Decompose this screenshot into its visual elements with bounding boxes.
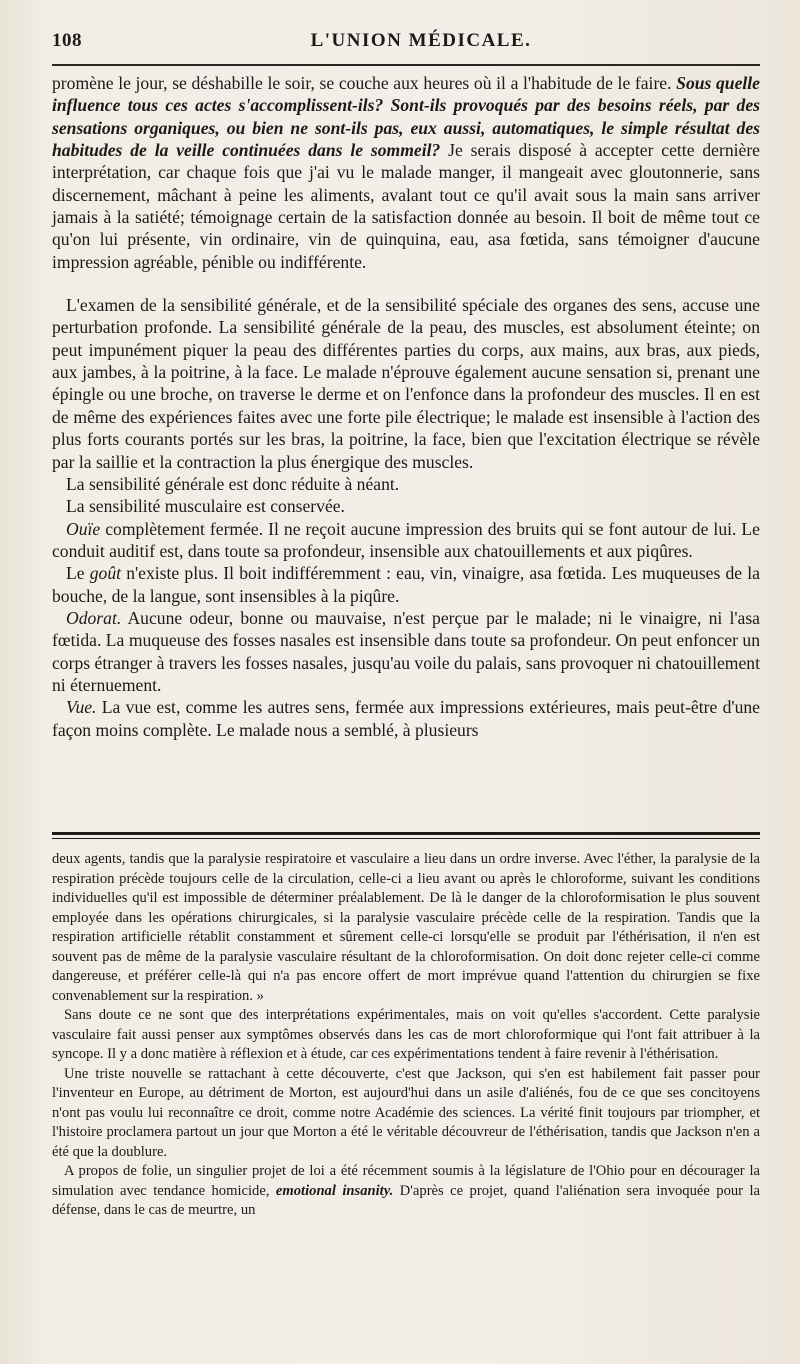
note-paragraph-jackson: Une triste nouvelle se rattachant à cette découverte, c'est que Jackson, qui s'en est habilement fait passer pour l'inventeur en Europe, au détriment de Morton, est aujourd'hui dans un asile d'aliénés, fou de ce que ses concitoyens n'ont pas voulu lui reconnaître ce droit, comme notre Académie des sciences. La vérité finit toujours par triompher, et l'histoire proclamera partout un jour que Morton a été le véritable découvreur de l'éthérisation, tandis que Jackson n'en a été que la doublure. (52, 1065, 760, 1160)
italic-question: Sous quelle influence tous ces actes s'accomplissent-ils? Sont-ils provoqués par des besoins réels, par des sensations organiques, ou bien ne sont-ils pas, eux aussi, automatiques, le simple résultat des habitudes de la veille continuées dans le sommeil? (52, 73, 760, 161)
note-paragraph-anesthesia: deux agents, tandis que la paralysie respiratoire et vasculaire a lieu dans un ordre inverse. Avec l'éther, la paralysie de la respiration précède toujours celle de la circulation, celle-ci a lieu avant ou après le chloroforme, suivant les conditions individuelles qu'il est impossible de déterminer préalablement. De là le danger de la chloroformisation le plus souvent employée dans les opérations chirurgicales, si la paralysie vasculaire précède celle de la respiration. Tandis que la respiration artificielle rétablit constamment et sûrement celle-ci lorsqu'elle se produit par l'éthérisation, il n'en est souvent pas de même de la paralysie vasculaire résultant de la chloroformisation. On doit donc rejeter celle-ci comme dangereuse, et préférer celle-là qui n'a pas encore offert de mort imprévue quand l'attention du chirurgien se fixe convenablement sur la respiration. » (52, 851, 760, 1004)
feuilleton-separator (52, 832, 760, 844)
paragraph-taste: Le goût n'existe plus. Il boit indifféremment : eau, vin, vinaigre, asa fœtida. Les muqueuses de la bouche, de la langue, sont insensibles à la piqûre. (52, 563, 760, 606)
label-sight: Vue. (66, 697, 97, 718)
main-text (52, 72, 760, 741)
label-smell: Odorat. (66, 607, 122, 628)
italic-emotional-insanity: emotional insanity. (275, 1182, 394, 1199)
paragraph-sleep-habits: promène le jour, se déshabille le soir, se couche aux heures où il a l'habitude de le faire. Sous quelle influence tous ces actes s'accomplissent-ils? Sont-ils provoqués par des besoins réels, par des sensations organiques, ou bien ne sont-ils pas, eux aussi, automatiques, le simple résultat des habitudes de la veille continuées dans le sommeil? Je serais disposé à accepter cette dernière interprétation, car chaque fois que j'ai vu le malade manger, il mangeait avec gloutonnerie, sans discernement, mâchant à peine les aliments, avalant tout ce qu'il avait sous la main sans arriver jamais à la satiété; témoignage certain de la satisfaction donnée au besoin. Il boit de même tout ce qu'on lui présente, vin ordinaire, vin de quinquina, eau, asa fœtida, sans témoigner d'aucune impression agréable, pénible ou indifférente. (52, 73, 760, 272)
paragraph-sight: Vue. La vue est, comme les autres sens, fermée aux impressions extérieures, mais peut-être d'une façon moins complète. Le malade nous a semblé, à plusieurs (52, 697, 760, 740)
note-paragraph-interpretations: Sans doute ce ne sont que des interprétations expérimentales, mais on voit qu'elles s'accordent. Cette paralysie vasculaire fait aussi penser aux symptômes observés dans les cas de mort chloroformique qui l'ont fait attribuer à la syncope. Il y a donc matière à réflexion et à étude, car ces expérimentations tendent à faire revenir à l'éthérisation. (52, 1007, 760, 1062)
page-header (52, 30, 760, 60)
page-number: 108 (52, 30, 82, 51)
paragraph-smell: Odorat. Aucune odeur, bonne ou mauvaise, n'est perçue par le malade; ni le vinaigre, ni l'asa fœtida. La muqueuse des fosses nasales est insensible dans toute sa profondeur. On peut enfoncer un corps étranger à travers les fosses nasales, jusqu'au voile du palais, sans provoquer ni chatouillement ni éternuement. (52, 607, 760, 695)
label-hearing: Ouïe (66, 518, 101, 539)
note-paragraph-ohio-law: A propos de folie, un singulier projet de loi a été récemment soumis à la législature de l'Ohio pour en décourager la simulation avec tendance homicide, emotional insanity. D'après ce projet, quand l'aliénation sera invoquée pour la défense, dans le cas de meurtre, un (52, 1163, 761, 1218)
label-taste: goût (89, 563, 122, 584)
paragraph-sensibility-exam: L'examen de la sensibilité générale, et de la sensibilité spéciale des organes des sens, accuse une perturbation profonde. La sensibilité générale de la peau, des muscles, est absolument éteinte; on peut impunément piquer la peau des différentes parties du corps, aux mains, aux bras, aux pieds, aux jambes, à la poitrine, à la face. Le malade n'éprouve également aucune sensation si, prenant une épingle ou une broche, on traverse le derme et on l'enfonce dans la profondeur des muscles. Il en est de même des expériences faites avec une forte pile électrique; le malade est insensible à l'action des plus forts courants portés sur les bras, la poitrine, la face, bien que l'excitation électrique se révèle par la saillie et la contraction la plus énergique des muscles. (52, 295, 760, 472)
header-rule (52, 64, 760, 66)
paragraph-general-sensibility: La sensibilité générale est donc réduite à néant. (66, 473, 400, 494)
feuilleton-text (52, 850, 760, 1221)
paragraph-hearing: Ouïe complètement fermée. Il ne reçoit aucune impression des bruits qui se font autour de lui. Le conduit auditif est, dans toute sa profondeur, insensible aux chatouillements et aux piqûres. (52, 518, 760, 561)
running-title: L'UNION MÉDICALE. (310, 30, 532, 51)
paragraph-muscular-sensibility: La sensibilité musculaire est conservée. (66, 496, 345, 517)
